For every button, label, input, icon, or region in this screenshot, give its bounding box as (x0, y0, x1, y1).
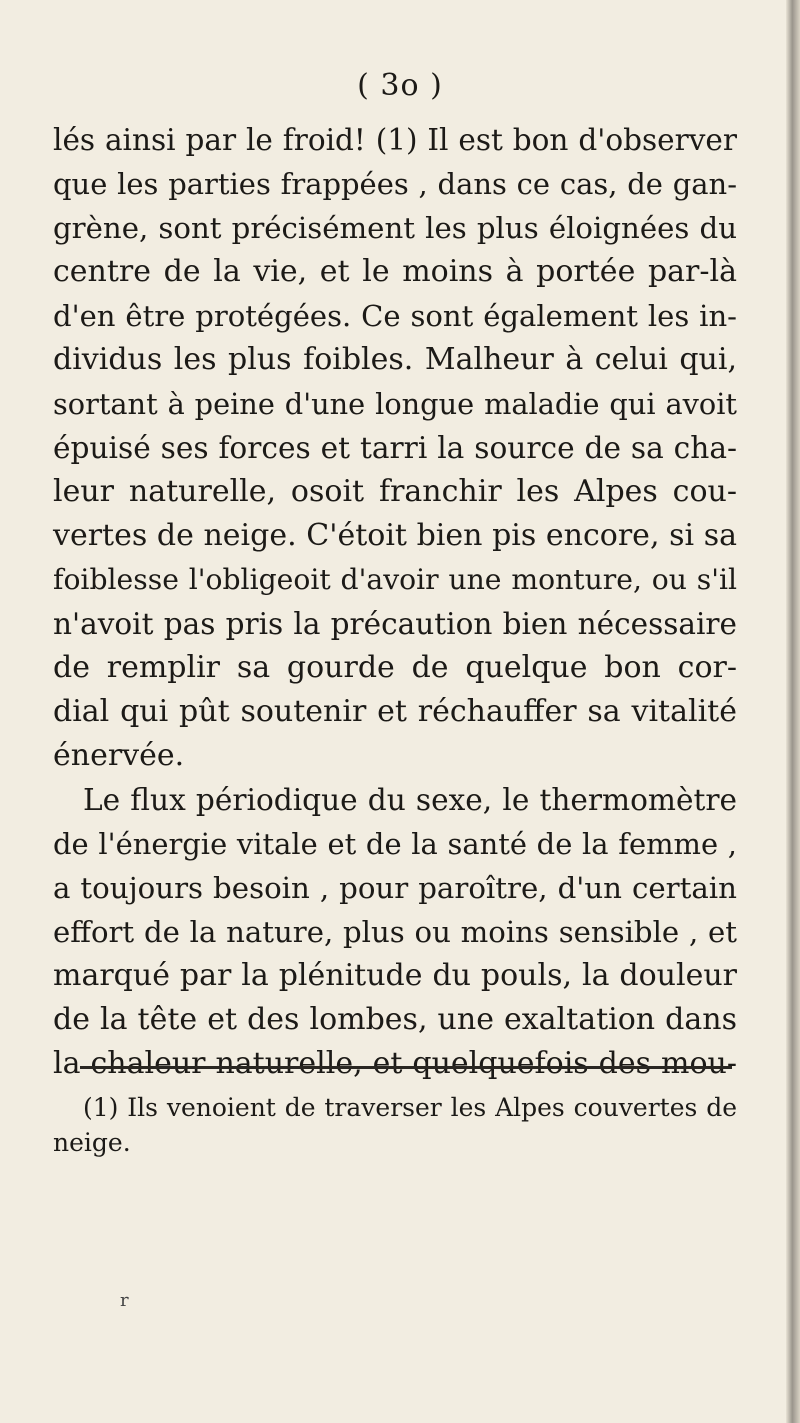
text-line: de remplir sa gourde de quelque bon cor- (53, 650, 737, 685)
footnote (53, 1090, 737, 1160)
footnote-separator-rule (80, 1066, 732, 1069)
text-line: effort de la nature, plus ou moins sensible , et (53, 915, 737, 949)
text-line: marqué par la plénitude du pouls, la douleur (53, 958, 737, 993)
text-line: la chaleur naturelle, et quelquefois des mou- (53, 1046, 737, 1081)
text-line: de l'énergie vitale et de la santé de la femme , (53, 827, 737, 861)
body-text (53, 118, 737, 1086)
text-line: a toujours besoin , pour paroître, d'un certain (53, 871, 737, 905)
page-edge-shadow (786, 0, 800, 1423)
footnote-line: neige. (53, 1128, 131, 1157)
text-line: d'en être protégées. Ce sont également les in- (53, 299, 737, 333)
text-line: énervée. (53, 738, 185, 773)
footnote-line: (1) Ils venoient de traverser les Alpes couvertes de (83, 1093, 737, 1122)
text-line: n'avoit pas pris la précaution bien nécessaire (53, 607, 737, 641)
text-line: épuisé ses forces et tarri la source de sa cha- (53, 431, 737, 465)
text-line: centre de la vie, et le moins à portée par-là (53, 254, 737, 289)
text-line: que les parties frappées , dans ce cas, de gan- (53, 167, 737, 201)
text-line: dividus les plus foibles. Malheur à celui qui, (53, 342, 737, 377)
text-line: foiblesse l'obligeoit d'avoir une monture, ou s'il (53, 563, 737, 596)
text-line: leur naturelle, osoit franchir les Alpes cou- (53, 474, 737, 509)
text-line: sortant à peine d'une longue maladie qui avoit (53, 387, 737, 421)
text-line: grène, sont précisément les plus éloignées du (53, 211, 737, 245)
text-line: vertes de neige. C'étoit bien pis encore, si sa (53, 518, 737, 553)
page-number: ( 3o ) (357, 68, 443, 103)
text-line: lés ainsi par le froid! (1) Il est bon d'observer (53, 123, 737, 157)
text-line: dial qui pût soutenir et réchauffer sa vitalité (53, 694, 737, 729)
paragraph-start-line: Le flux périodique du sexe, le thermomètre (83, 783, 737, 817)
text-line: de la tête et des lombes, une exaltation dans (53, 1002, 737, 1037)
stray-print-mark: r (120, 1290, 129, 1311)
